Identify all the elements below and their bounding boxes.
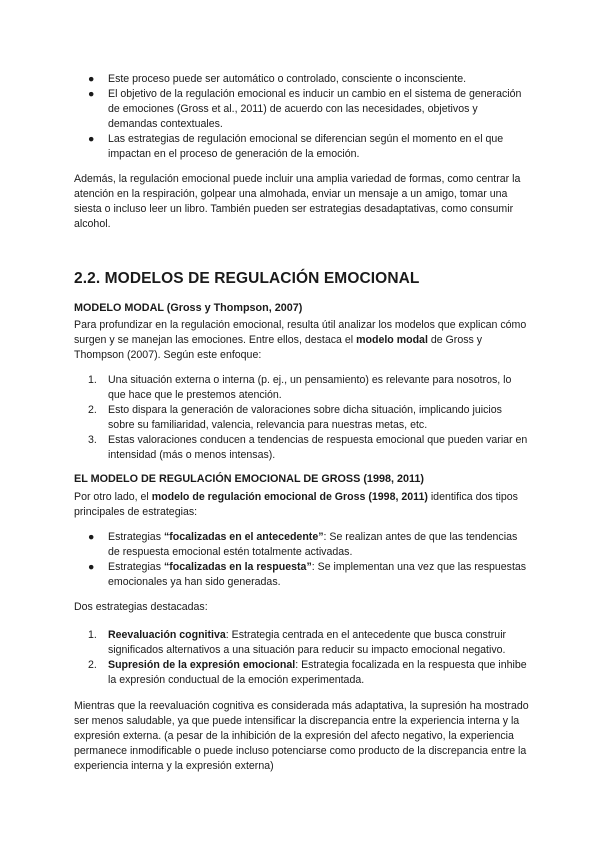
strategy-bullet-list (74, 530, 530, 590)
featured-strategies-list (74, 628, 530, 688)
list-item: ● Las estrategias de regulación emocional se diferencian según el momento en el que impactan en el proceso de generación de la emoción. (88, 133, 504, 160)
list-item: 2. Supresión de la expresión emocional: Estrategia focalizada en la respuesta que inhibe la expresión conductual de la emoción experimentada. (88, 659, 527, 686)
modal-heading: MODELO MODAL (Gross y Thompson, 2007) (74, 302, 303, 314)
section-title: 2.2. MODELOS DE REGULACIÓN EMOCIONAL (74, 270, 420, 287)
modal-steps-list (74, 373, 530, 463)
bullet-icon: ● (88, 531, 95, 543)
list-item: 1. Reevaluación cognitiva: Estrategia centrada en el antecedente que busca construir significados alternativos a una situación para reducir su impacto emocional negativo. (88, 629, 507, 656)
closing-paragraph: Mientras que la reevaluación cognitiva es considerada más adaptativa, la supresión ha mostrado ser menos saludable, ya que puede intensificar la discrepancia entre la experiencia interna y la expresión externa. (a pesar de la inhibición de la expresión del afecto negativo, la experiencia permanece inmodificable o puede incluso potenciarse como producto de la discrepancia entre la experiencia interna y la expresión externa) (74, 700, 529, 772)
paragraph-ademas: Además, la regulación emocional puede incluir una amplia variedad de formas, como centrar la atención en la respiración, golpear una almohada, enviar un mensaje a un amigo, tomar una siesta o incluso leer un libro. También pueden ser estrategias desadaptativas, como consumir alcohol. (74, 173, 521, 230)
list-item: ● Estrategias “focalizadas en la respuesta”: Se implementan una vez que las respuestas emocionales ya han sido generadas. (88, 561, 527, 588)
list-item: 2. Esto dispara la generación de valoraciones sobre dicha situación, implicando juicios sobre su familiaridad, valencia, relevancia para nuestras metas, etc. (88, 404, 502, 431)
bullet-icon: ● (88, 88, 95, 100)
gross-term: modelo de regulación emocional de Gross (1998, 2011) (151, 491, 428, 503)
gross-heading: EL MODELO DE REGULACIÓN EMOCIONAL DE GROSS (1998, 2011) (74, 473, 424, 485)
list-item: ● El objetivo de la regulación emocional es inducir un cambio en el sistema de generación de emociones (Gross et al., 2011) de acuerdo con las necesidades, objetivos y demandas contextuales. (88, 88, 522, 130)
intro-bullet-list (74, 72, 530, 162)
bullet-icon: ● (88, 73, 95, 85)
list-item: ● Estrategias “focalizadas en el antecedente”: Se realizan antes de que las tendencias de respuesta emocional estén totalmente activadas. (88, 531, 518, 558)
gross-intro: Por otro lado, el modelo de regulación emocional de Gross (1998, 2011) identifica dos tipos principales de estrategias: (74, 491, 518, 518)
list-item: ● Este proceso puede ser automático o controlado, consciente o inconsciente. (88, 73, 467, 85)
bullet-icon: ● (88, 561, 95, 573)
list-item: 1. Una situación externa o interna (p. ej., un pensamiento) es relevante para nosotros, lo que hace que le prestemos atención. (88, 374, 512, 401)
list-item: 3. Estas valoraciones conducen a tendencias de respuesta emocional que pueden variar en intensidad (más o menos intensas). (88, 434, 528, 461)
modal-intro: Para profundizar en la regulación emocional, resulta útil analizar los modelos que explican cómo surgen y se manejan las emociones. Entre ellos, destaca el modelo modal de Gross y Thompson (2007). Según este enfoque: (74, 319, 527, 361)
dos-estrategias-label: Dos estrategias destacadas: (74, 601, 208, 613)
bullet-icon: ● (88, 133, 95, 145)
modal-term: modelo modal (356, 334, 428, 346)
